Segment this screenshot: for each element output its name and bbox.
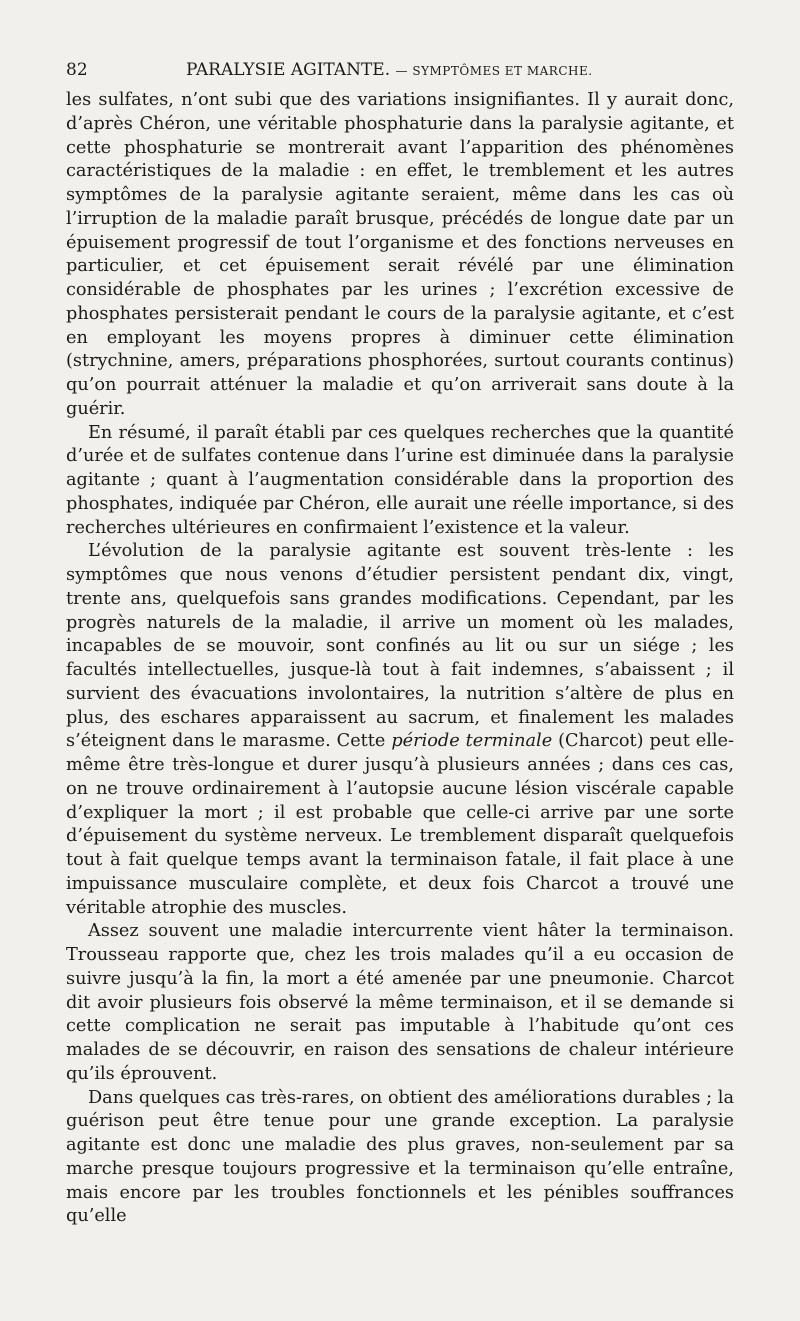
section-title: — SYMPTÔMES ET MARCHE. (395, 64, 593, 78)
paragraph-phosphaturia: les sulfates, n’ont subi que des variations insignifiantes. Il y aurait donc, d’après Chéron, une véritable phosphaturie dans la paralysie agitante, et cette phosphaturie se montrerait avant l’apparition des phénomènes caractéristiques de la maladie : en effet, le tremblement et les autres symptômes de la paralysie agitante seraient, même dans les cas où l’irruption de la maladie paraît brusque, précédés de longue date par un épuisement progressif de tout l’organisme et des fonctions nerveuses en particulier, et cet épuisement serait révélé par une élimination considérable de phosphates par les urines ; l’excrétion excessive de phosphates persisterait pendant le cours de la paralysie agitante, et c’est en employant les moyens propres à diminuer cette élimination (strychnine, amers, préparations phosphorées, surtout courants continus) qu’on pourrait atténuer la maladie et qu’on arriverait sans doute à la guérir. (66, 90, 734, 419)
evolution-text-end: (Charcot) peut elle-même être très-longue et durer jusqu’à plusieurs années ; dans ces cas, on ne trouve ordinairement à l’autopsie aucune lésion viscérale capable d’expliquer la mort ; il est probable que celle-ci arrive par une sorte d’épuisement du système nerveux. Le tremblement disparaît quelquefois tout à fait quelque temps avant la terminaison fatale, il fait place à une impuissance musculaire complète, et deux fois Charcot a trouvé une véritable atrophie des muscles. (66, 731, 735, 918)
paragraph-intercurrent-disease: Assez souvent une maladie intercurrente vient hâter la terminaison. Trousseau rapporte que, chez les trois malades qu’il a eu occasion de suivre jusqu’à la fin, la mort a été amenée par une pneumonie. Charcot dit avoir plusieurs fois observé la même terminaison, et il se demande si cette complication ne serait pas imputable à l’habitude qu’ont ces malades de se découvrir, en raison des sensations de chaleur intérieure qu’ils éprouvent. (66, 921, 734, 1084)
body-text (66, 89, 734, 1229)
paragraph-evolution (66, 540, 734, 920)
running-header (66, 56, 734, 84)
evolution-text-start: L’évolution de la paralysie agitante est souvent très-lente : les symptômes que nous venons d’étudier persistent pendant dix, vingt, trente ans, quelquefois sans grandes modifications. Cependant, par les progrès naturels de la maladie, il arrive un moment où les malades, incapables de se mouvoir, sont confinés au lit ou sur un siége ; les facultés intellectuelles, jusque-là tout à fait indemnes, s’abaissent ; il survient des évacuations involontaires, la nutrition s’altère de plus en plus, des eschares apparaissent au sacrum, et finalement les malades s’éteignent dans le marasme. Cette (66, 541, 734, 752)
chapter-title: PARALYSIE AGITANTE. (186, 60, 391, 80)
running-title (186, 56, 593, 85)
paragraph-summary: En résumé, il paraît établi par ces quelques recherches que la quantité d’urée et de sulfates contenue dans l’urine est diminuée dans la paralysie agitante ; quant à l’augmentation considérable dans la proportion des phosphates, indiquée par Chéron, elle aurait une réelle importance, si des recherches ultérieures en confirmaient l’existence et la valeur. (66, 422, 734, 538)
evolution-italic-term: période terminale (391, 731, 553, 752)
page-number: 82 (66, 60, 88, 80)
paragraph-prognosis: Dans quelques cas très-rares, on obtient des améliorations durables ; la guérison peut être tenue pour une grande exception. La paralysie agitante est donc une maladie des plus graves, non-seulement par sa marche presque toujours progressive et la terminaison qu’elle entraîne, mais encore par les troubles fonctionnels et les pénibles souffrances qu’elle (66, 1087, 734, 1227)
